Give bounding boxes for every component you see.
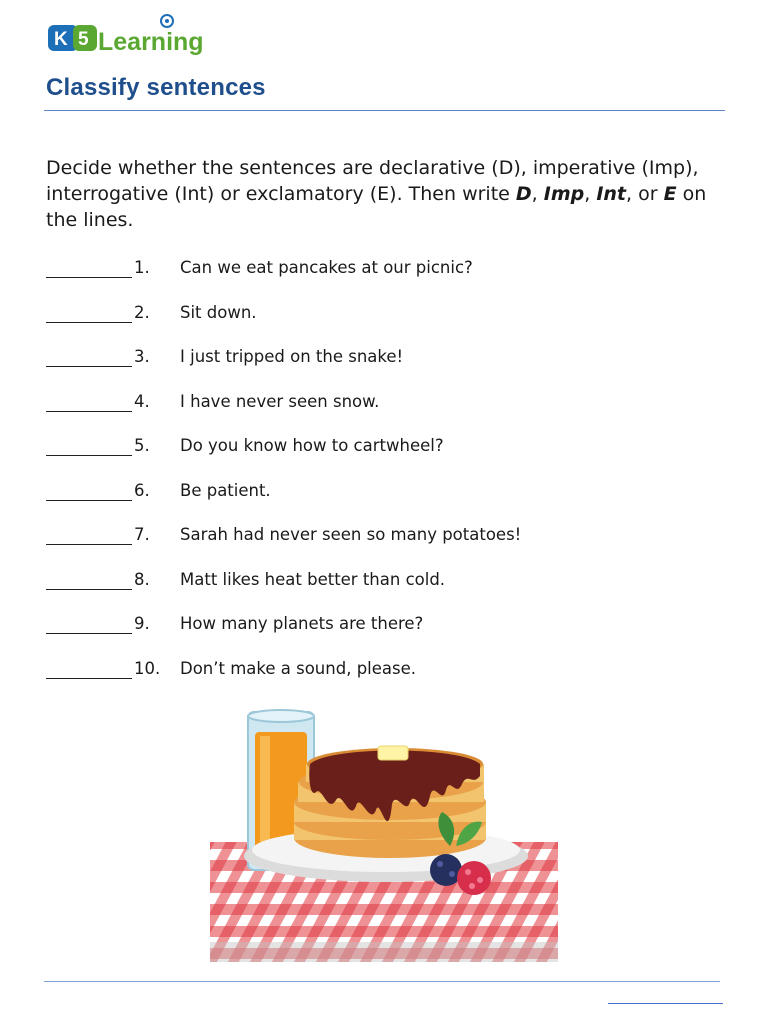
item-number: 7.	[134, 525, 150, 544]
list-item	[46, 390, 726, 435]
instructions	[46, 155, 736, 233]
item-number: 3.	[134, 347, 150, 366]
list-item	[46, 523, 726, 568]
footer-link-underline[interactable]	[608, 1003, 723, 1004]
svg-text:Learning: Learning	[98, 28, 204, 56]
code-int: Int	[596, 183, 627, 205]
separator: , or	[626, 183, 664, 205]
item-number: 6.	[134, 480, 150, 500]
svg-text:5: 5	[78, 29, 89, 50]
title-divider	[44, 110, 725, 111]
sentence-list	[46, 256, 726, 701]
sentence-text: How many planets are there?	[180, 614, 424, 633]
list-item	[46, 345, 726, 390]
answer-line[interactable]	[46, 633, 132, 634]
sentence-text: Do you know how to cartwheel?	[180, 436, 444, 455]
sentence-text: Matt likes heat better than cold.	[180, 569, 446, 589]
instructions-text: Decide whether the sentences are declarative (D), imperative (Imp), interrogative (Int) or exclamatory (E). Then write	[46, 157, 699, 205]
sentence-text: Be patient.	[180, 480, 271, 500]
answer-line[interactable]	[46, 366, 132, 367]
separator: ,	[531, 183, 544, 205]
sentence-text: Don’t make a sound, please.	[180, 658, 417, 678]
list-item	[46, 256, 726, 301]
answer-line[interactable]	[46, 277, 132, 278]
item-number: 4.	[134, 391, 150, 411]
answer-line[interactable]	[46, 544, 132, 545]
code-e: E	[663, 183, 677, 205]
k5-learning-logo	[46, 12, 216, 60]
item-number: 9.	[134, 614, 150, 633]
item-number: 10.	[134, 658, 161, 678]
item-number: 2.	[134, 302, 150, 322]
list-item	[46, 301, 726, 346]
page-title: Classify sentences	[46, 74, 266, 101]
svg-text:K: K	[54, 29, 68, 50]
separator: ,	[584, 183, 597, 205]
sentence-text: Sarah had never seen so many potatoes!	[180, 525, 522, 544]
item-number: 1.	[134, 258, 150, 277]
instructions-text-end: on the lines.	[46, 183, 707, 231]
list-item	[46, 434, 726, 479]
list-item	[46, 568, 726, 613]
answer-line[interactable]	[46, 322, 132, 323]
answer-line[interactable]	[46, 500, 132, 501]
sentence-text: Can we eat pancakes at our picnic?	[180, 258, 473, 277]
answer-line[interactable]	[46, 678, 132, 679]
footer-divider	[44, 981, 720, 982]
item-number: 5.	[134, 436, 150, 455]
list-item	[46, 479, 726, 524]
code-d: D	[515, 183, 532, 205]
answer-line[interactable]	[46, 455, 132, 456]
list-item	[46, 657, 726, 702]
sentence-text: I just tripped on the snake!	[180, 347, 404, 366]
answer-line[interactable]	[46, 411, 132, 412]
answer-line[interactable]	[46, 589, 132, 590]
code-imp: Imp	[543, 183, 585, 205]
list-item	[46, 612, 726, 657]
sentence-text: Sit down.	[180, 302, 257, 322]
sentence-text: I have never seen snow.	[180, 391, 380, 411]
pancake-picnic-illustration	[210, 706, 558, 962]
item-number: 8.	[134, 569, 150, 589]
